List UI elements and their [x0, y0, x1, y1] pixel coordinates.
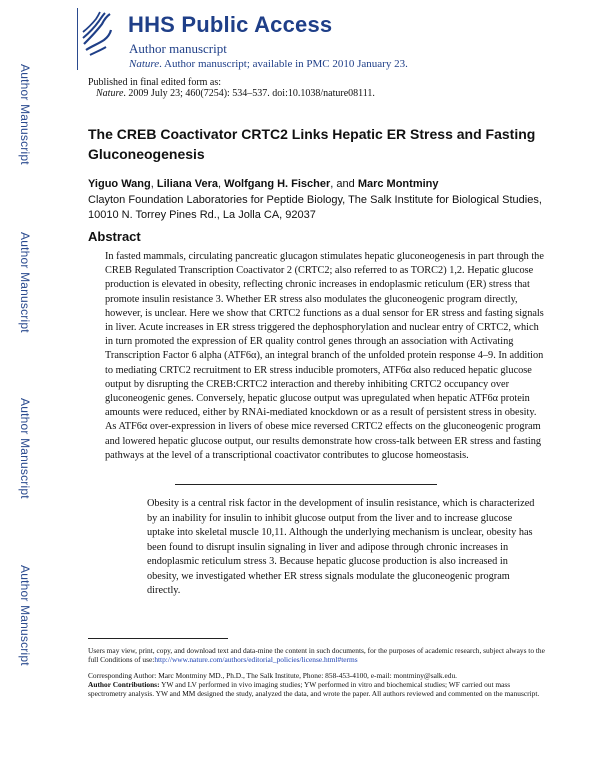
- side-label-author-manuscript: Author Manuscript: [18, 398, 32, 499]
- section-divider: [175, 484, 437, 485]
- abstract-text: In fasted mammals, circulating pancreatic glucagon stimulates hepatic gluconeogenesis in part through the CREB Regulated Transcription Coactivator 2 (CRTC2; also referred to as TORC2) 1,2. Hepatic glucose production is elevated in obesity, reflecting chronic increases in endoplasmic reticulum (ER) stress that promote insulin resistance 3. Whether ER stress also modulates the gluconeogenic program directly, however, is unclear. Here we show that CRTC2 functions as a dual sensor for ER stress and fasting signals in liver. Acute increases in ER stress triggered the dephosphorylation and nuclear entry of CRTC2, which in turn promoted the expression of ER quality control genes through an association with Activating Transcription Factor 6 alpha (ATF6α), an integral branch of the unfolded protein response 4–9. In addition to mediating CRTC2 recruitment to ER stress inducible promoters, ATF6α also reduced hepatic glucose output by disrupting the CREB:CRTC2 interaction and thereby inhibiting CRTC2 occupancy over gluconeogenic genes. Conversely, hepatic glucose output was upregulated when hepatic ATF6α protein amounts were reduced, either by RNAi-mediated knockdown or as a result of persistent stress in obesity. As ATF6α over-expression in livers of obese mice reversed CRTC2 effects on the gluconeogenic program and lowered hepatic glucose output, our results demonstrate how cross-talk between ER stress and fasting pathways at the level of a transcriptional coactivator contributes to glucose homeostasis.: [105, 251, 544, 461]
- author-list: [88, 178, 439, 190]
- header-divider: [77, 8, 78, 70]
- author-contributions: [88, 680, 548, 698]
- hhs-title: HHS Public Access: [128, 12, 333, 37]
- author-separator: ,: [218, 178, 225, 190]
- side-label-author-manuscript: Author Manuscript: [18, 232, 32, 333]
- author-separator: ,: [150, 178, 157, 190]
- hhs-eagle-logo-icon: [80, 10, 114, 58]
- side-label-author-manuscript: Author Manuscript: [18, 565, 32, 666]
- citation-journal: Nature: [96, 88, 124, 99]
- terms-footnote: [88, 646, 548, 664]
- author-separator: , and: [330, 178, 358, 190]
- corresponding-author: Corresponding Author: Marc Montminy MD., Ph.D., The Salk Institute, Phone: 858-453-4100, e-mail: montminy@salk.edu.: [88, 671, 457, 680]
- published-label: Published in final edited form as:: [88, 77, 222, 88]
- footnote-divider: [88, 638, 228, 639]
- affiliation: Clayton Foundation Laboratories for Peptide Biology, The Salk Institute for Biological Studies, 10010 N. Torrey Pines Rd., La Jolla CA, 92037: [88, 194, 542, 221]
- contributions-label: Author Contributions:: [88, 680, 160, 689]
- citation-line: [96, 88, 375, 99]
- author-manuscript-subtitle: Author manuscript: [129, 41, 227, 56]
- author-name: Marc Montminy: [357, 178, 439, 190]
- author-name: Liliana Vera: [156, 178, 219, 190]
- abstract-heading: Abstract: [88, 229, 141, 244]
- availability-line: [129, 58, 408, 70]
- author-name: Yiguo Wang: [88, 178, 151, 190]
- author-footnotes: [88, 671, 548, 698]
- paper-title: The CREB Coactivator CRTC2 Links Hepatic ER Stress and Fasting Gluconeogenesis: [88, 126, 536, 162]
- author-name: Wolfgang H. Fischer: [224, 178, 331, 190]
- citation-details: . 2009 July 23; 460(7254): 534–537. doi:10.1038/nature08111.: [123, 88, 375, 99]
- terms-text: Users may view, print, copy, and download text and data-mine the content in such documents, for the purposes of academic research, subject always to the full Conditions of use:: [88, 646, 545, 664]
- terms-link[interactable]: http://www.nature.com/authors/editorial_policies/license.html#terms: [154, 655, 358, 664]
- journal-name: Nature: [129, 58, 160, 70]
- availability-text: . Author manuscript; available in PMC 2010 January 23.: [159, 58, 408, 70]
- intro-paragraph: Obesity is a central risk factor in the development of insulin resistance, which is characterized by an inability for insulin to inhibit glucose output from the liver and to increase glucose uptake into skeletal muscle 10,11. Although the underlying mechanism is unclear, obesity has been found to disrupt insulin signaling in liver and adipose through chronic increases in endoplasmic reticulum stress 3. Because hepatic glucose production is also increased in obesity, we investigated whether ER stress signals modulate the gluconeogenic program directly.: [147, 498, 535, 596]
- contributions-text: YW and LV performed in vivo imaging studies; YW performed in vitro and biochemical studies; WF carried out mass spectrometry analysis. YW and MM designed the study, analyzed the data, and wrote the paper. All authors reviewed and commented on the manuscript.: [88, 680, 540, 698]
- side-label-author-manuscript: Author Manuscript: [18, 64, 32, 165]
